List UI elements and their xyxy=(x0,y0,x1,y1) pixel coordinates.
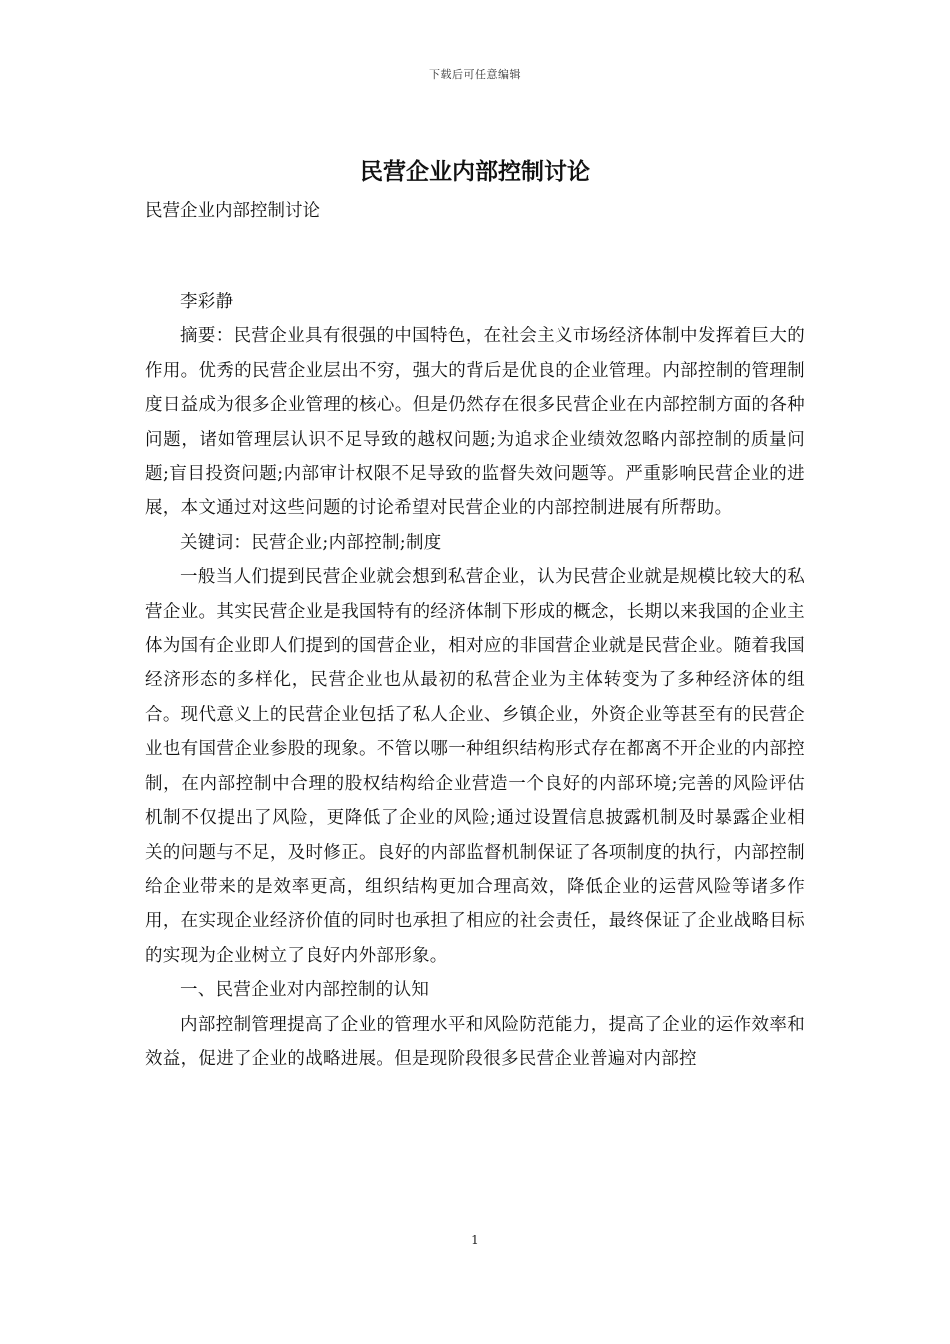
section-heading: 一、民营企业对内部控制的认知 xyxy=(180,980,430,1001)
intro-paragraph: 一般当人们提到民营企业就会想到私营企业，认为民营企业就是规模比较大的私营企业。其实民营企业是我国特有的经济体制下形成的概念，长期以来我国的企业主体为国有企业即人们提到的国营企业，相对应的非国营企业就是民营企业。随着我国经济形态的多样化，民营企业也从最初的私营企业为主体转变为了多种经济体的组合。现代意义上的民营企业包括了私人企业、乡镇企业，外资企业等甚至有的民营企业也有国营企业参股的现象。不管以哪一种组织结构形式存在都离不开企业的内部控制，在内部控制中合理的股权结构给企业营造一个良好的内部环境;完善的风险评估机制不仅提出了风险，更降低了企业的风险;通过设置信息披露机制及时暴露企业相关的问题与不足，及时修正。良好的内部监督机制保证了各项制度的执行，内部控制给企业带来的是效率更高，组织结构更加合理高效，降低企业的运营风险等诸多作用，在实现企业经济价值的同时也承担了相应的社会责任，最终保证了企业战略目标的实现为企业树立了良好内外部形象。 xyxy=(145,567,805,966)
document-title: 民营企业内部控制讨论 xyxy=(360,158,590,185)
author-line: 李彩静 xyxy=(180,292,234,312)
abstract-paragraph: 摘要：民营企业具有很强的中国特色，在社会主义市场经济体制中发挥着巨大的作用。优秀的民营企业层出不穷，强大的背后是优良的企业管理。内部控制的管理制度日益成为很多企业管理的核心。但是仍然存在很多民营企业在内部控制方面的各种问题，诸如管理层认识不足导致的越权问题;为追求企业绩效忽略内部控制的质量问题;盲目投资问题;内部审计权限不足导致的监督失效问题等。严重影响民营企业的进展，本文通过对这些问题的讨论希望对民营企业的内部控制进展有所帮助。 xyxy=(145,326,805,519)
spacer xyxy=(145,228,805,285)
document-subtitle: 民营企业内部控制讨论 xyxy=(145,201,320,221)
page-header: 下载后可任意编辑 xyxy=(429,68,521,81)
page-number: 1 xyxy=(471,1233,479,1247)
document-body xyxy=(145,150,805,1076)
section-paragraph: 内部控制管理提高了企业的管理水平和风险防范能力，提高了企业的运作效率和效益，促进了企业的战略进展。但是现阶段很多民营企业普遍对内部控 xyxy=(145,1014,805,1069)
keywords-line: 关键词：民营企业;内部控制;制度 xyxy=(180,532,442,553)
